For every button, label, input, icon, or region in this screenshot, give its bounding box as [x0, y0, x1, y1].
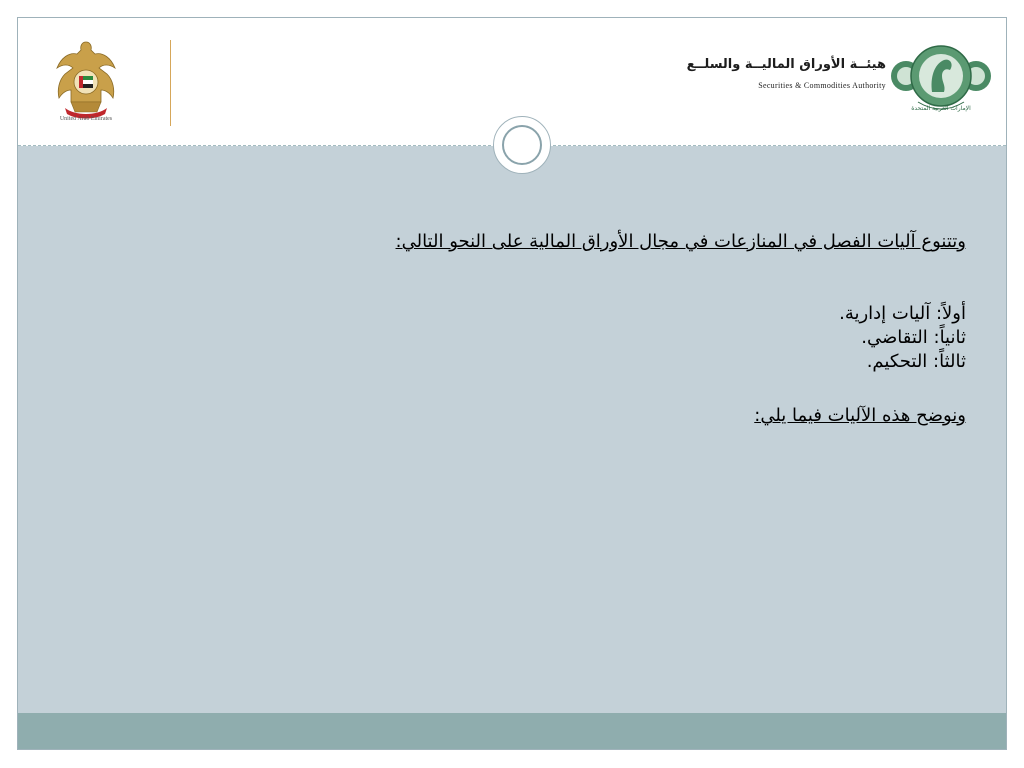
list-item-litigation: ثانياً: التقاضي.: [861, 327, 966, 348]
slide-footer-band: [18, 713, 1006, 749]
closing-heading: ونوضح هذه الآليات فيما يلي:: [754, 405, 966, 426]
slide-body: [146, 230, 966, 428]
slide: [17, 17, 1007, 750]
list-item-arbitration: ثالثاً: التحكيم.: [866, 351, 966, 372]
header-divider: [170, 40, 171, 126]
sca-seal-text: الإمارات العربية المتحدة: [911, 105, 971, 112]
uae-emblem-icon: [51, 38, 121, 126]
sca-name-arabic: هيئــة الأوراق الماليــة والسلــع: [686, 57, 886, 72]
sca-logo-icon: [888, 42, 994, 114]
list-item-admin: أولاً: آليات إدارية.: [839, 303, 966, 324]
header-center-ring-inner: [502, 125, 542, 165]
header-center-ring: [493, 116, 551, 174]
sca-name-english: Securities & Commodities Authority: [758, 81, 886, 90]
emblem-caption: United Arab Emirates: [59, 116, 113, 122]
intro-heading: وتتنوع آليات الفصل في المنازعات في مجال الأوراق المالية على النحو التالي:: [395, 231, 966, 252]
